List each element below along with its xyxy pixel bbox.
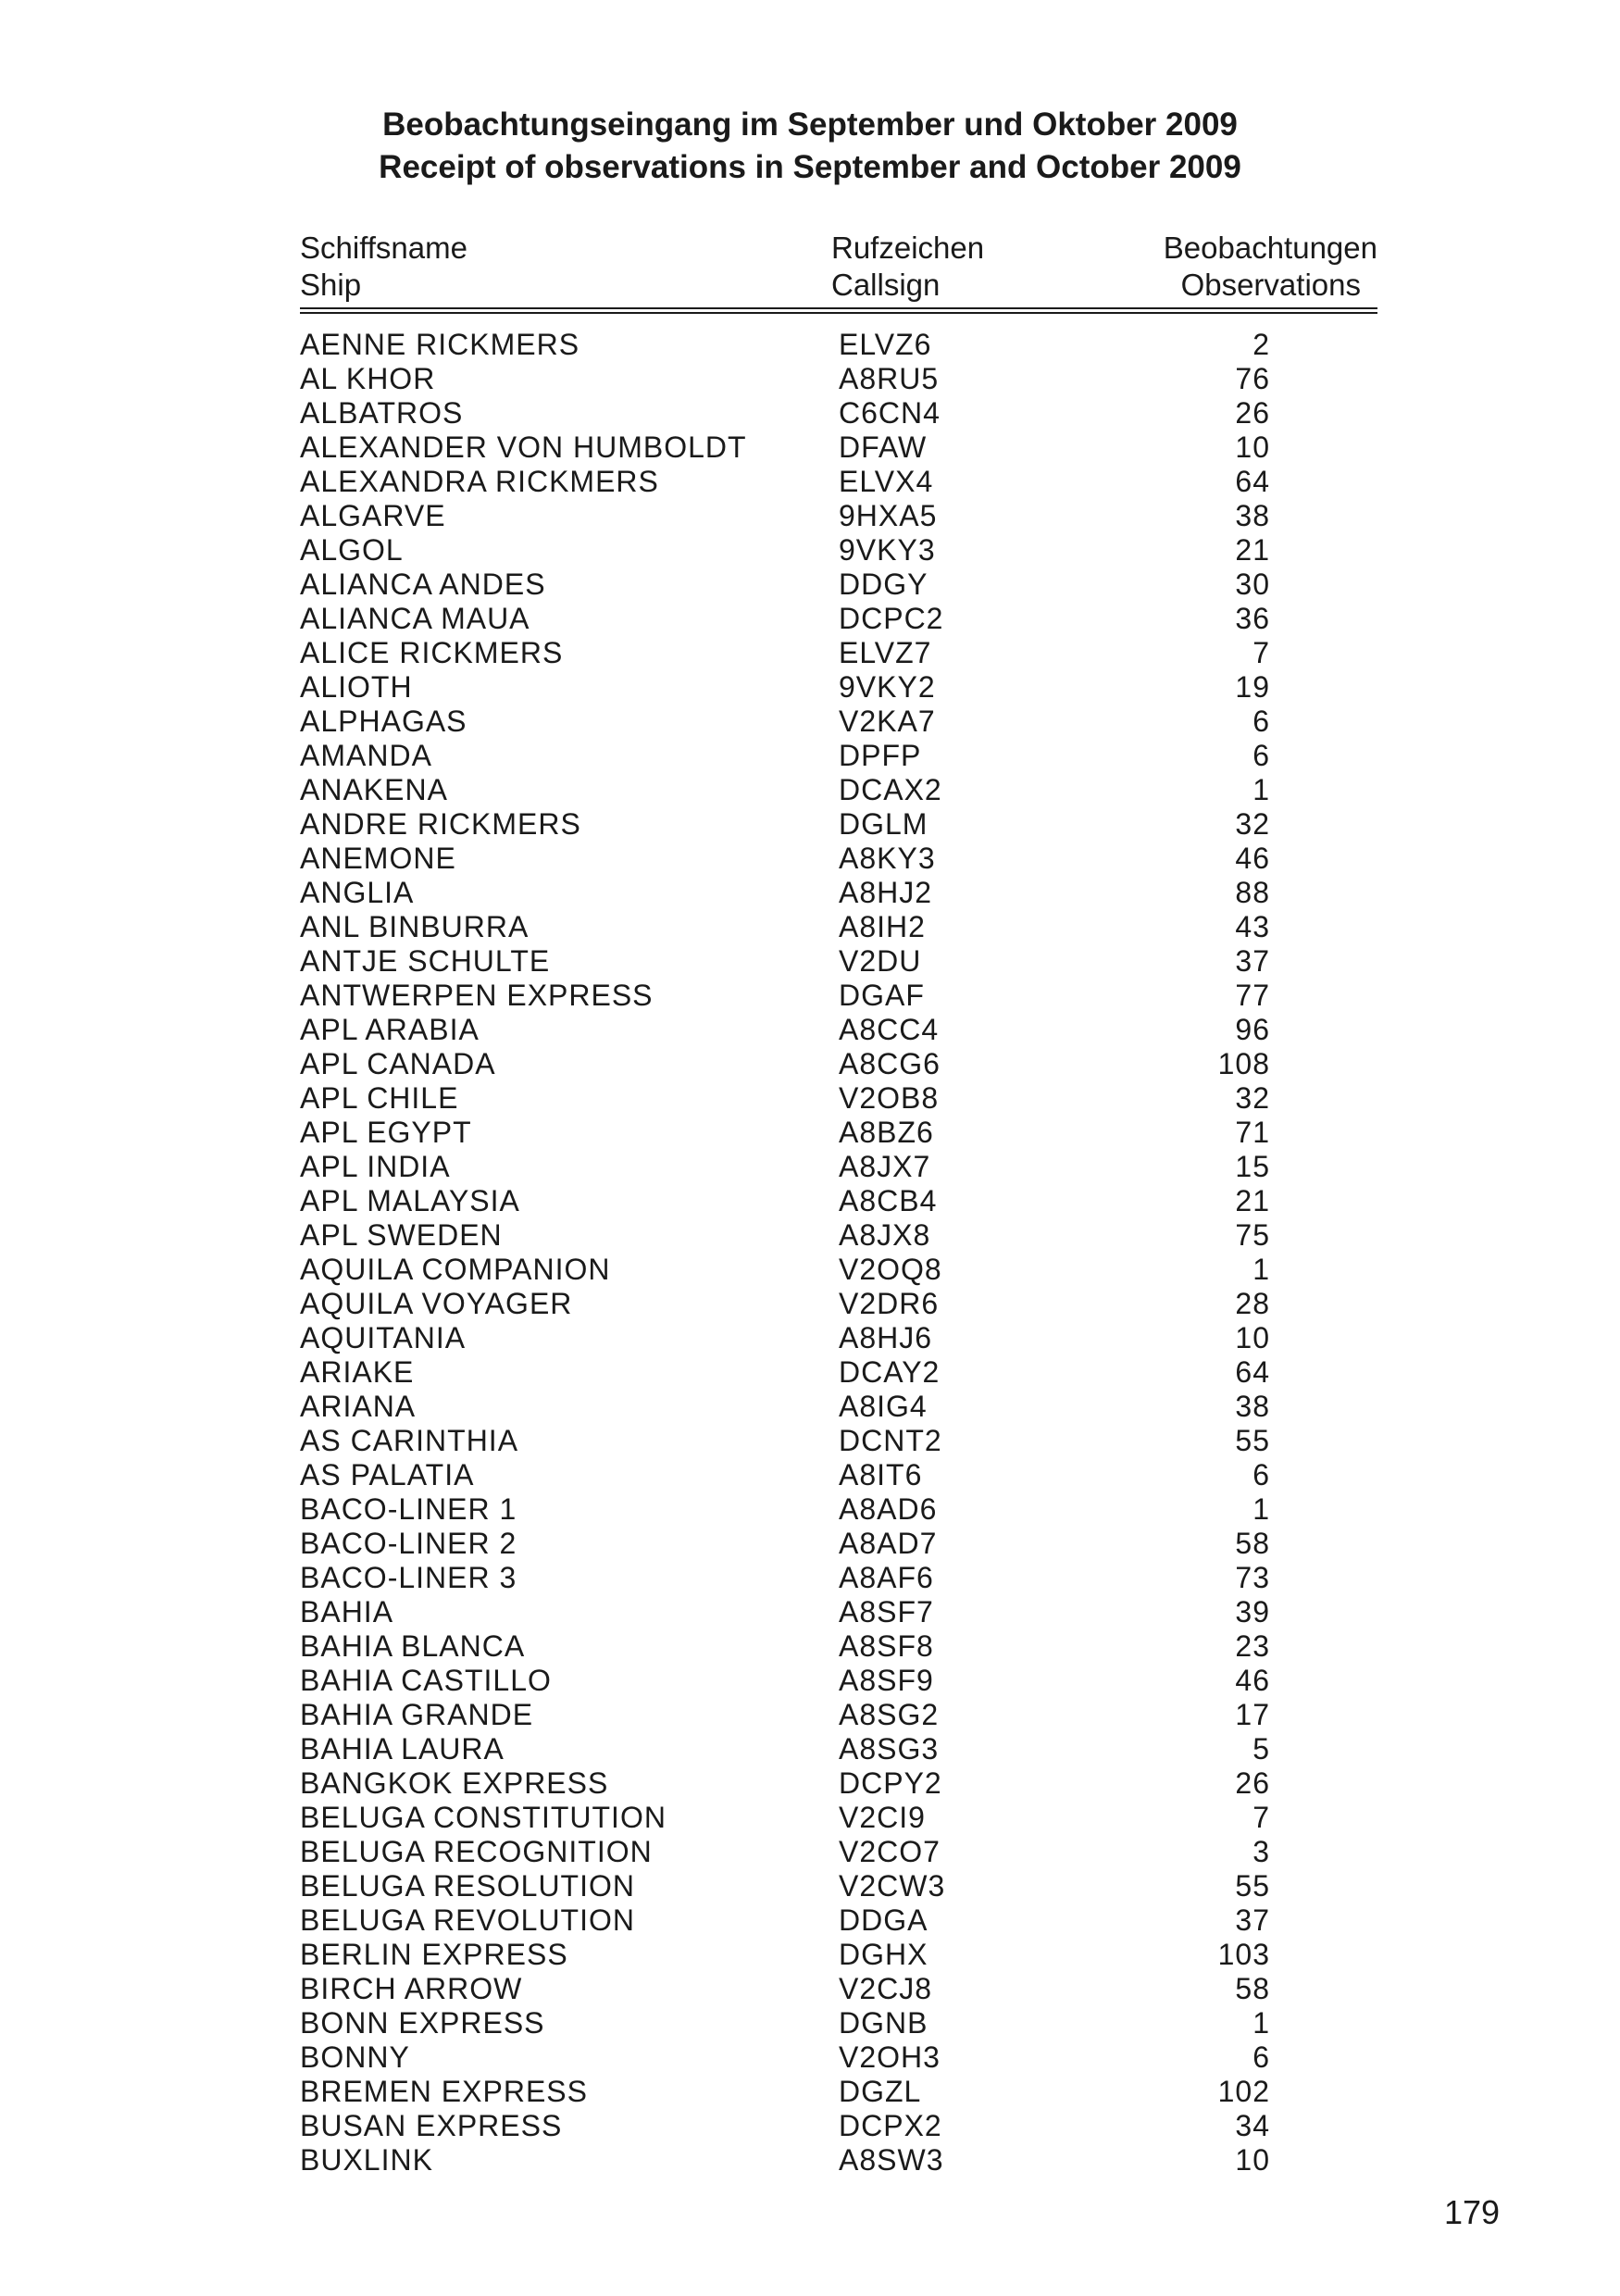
observation-count: 19 [1235, 670, 1270, 704]
callsign: A8BZ6 [839, 1116, 934, 1149]
ship-name: BUSAN EXPRESS [300, 2109, 563, 2142]
column-header-callsign-de: Rufzeichen [831, 231, 985, 265]
observation-count: 38 [1235, 499, 1270, 532]
callsign: DCAY2 [839, 1355, 941, 1389]
observation-count: 39 [1235, 1595, 1270, 1628]
ship-name: BELUGA RESOLUTION [300, 1869, 635, 1903]
table-row [300, 533, 1377, 568]
ship-name: ALEXANDRA RICKMERS [300, 465, 659, 498]
callsign: DGLM [839, 807, 928, 841]
ship-name: APL ARABIA [300, 1013, 480, 1046]
ship-name: ANAKENA [300, 773, 448, 806]
ship-name: AS PALATIA [300, 1458, 475, 1491]
observation-count: 32 [1235, 1081, 1270, 1115]
observation-count: 43 [1235, 910, 1270, 943]
page-title [0, 104, 1620, 189]
callsign: A8AD7 [839, 1527, 938, 1560]
callsign: A8JX7 [839, 1150, 931, 1183]
table-row [300, 1698, 1377, 1732]
table-row [300, 2143, 1377, 2177]
callsign: V2CI9 [839, 1801, 926, 1834]
ship-name: ANL BINBURRA [300, 910, 530, 943]
table-header [300, 230, 1377, 304]
table-row [300, 396, 1377, 430]
ship-name: APL SWEDEN [300, 1218, 503, 1252]
observation-count: 103 [1217, 1938, 1270, 1971]
callsign: A8SF7 [839, 1595, 934, 1628]
ship-name: BAHIA GRANDE [300, 1698, 534, 1731]
ship-name: ANGLIA [300, 876, 415, 909]
observation-count: 34 [1235, 2109, 1270, 2142]
ship-name: APL CHILE [300, 1081, 459, 1115]
column-header-callsign-en: Callsign [831, 268, 941, 302]
ship-name: BERLIN EXPRESS [300, 1938, 568, 1971]
ship-name: BAHIA BLANCA [300, 1629, 526, 1663]
ship-name: AQUILA VOYAGER [300, 1287, 573, 1320]
callsign: A8SW3 [839, 2143, 944, 2177]
observation-count: 102 [1217, 2075, 1270, 2108]
callsign: DGAF [839, 979, 925, 1012]
observation-count: 1 [1252, 773, 1270, 806]
callsign: V2OH3 [839, 2040, 941, 2074]
ship-name: BELUGA CONSTITUTION [300, 1801, 667, 1834]
table-row [300, 1424, 1377, 1458]
observation-count: 10 [1235, 2143, 1270, 2177]
callsign: A8AD6 [839, 1492, 938, 1526]
table-row [300, 568, 1377, 602]
ship-name: AS CARINTHIA [300, 1424, 519, 1457]
ship-name: BAHIA [300, 1595, 394, 1628]
ship-name: BELUGA RECOGNITION [300, 1835, 653, 1868]
ship-name: BONNY [300, 2040, 410, 2074]
callsign: A8SG3 [839, 1732, 940, 1766]
table-row [300, 1321, 1377, 1355]
table-row [300, 705, 1377, 739]
ship-name: AMANDA [300, 739, 432, 772]
column-header-ship [300, 230, 467, 304]
observation-count: 6 [1252, 705, 1270, 738]
ship-name: ALIANCA MAUA [300, 602, 530, 635]
observation-count: 10 [1235, 430, 1270, 464]
callsign: ELVZ7 [839, 636, 932, 669]
table-row [300, 636, 1377, 670]
observation-count: 58 [1235, 1972, 1270, 2005]
ship-name: BACO-LINER 2 [300, 1527, 517, 1560]
table-row [300, 1629, 1377, 1664]
callsign: DCNT2 [839, 1424, 942, 1457]
table-row [300, 430, 1377, 465]
table-row [300, 499, 1377, 533]
callsign: C6CN4 [839, 396, 941, 430]
observation-count: 2 [1252, 328, 1270, 361]
observation-count: 6 [1252, 739, 1270, 772]
table-row [300, 602, 1377, 636]
ship-name: BAHIA CASTILLO [300, 1664, 552, 1697]
observation-count: 28 [1235, 1287, 1270, 1320]
callsign: DDGA [839, 1903, 928, 1937]
observation-count: 1 [1252, 2006, 1270, 2040]
table-row [300, 1184, 1377, 1218]
table-body [300, 328, 1377, 2177]
table-row [300, 1732, 1377, 1766]
table-row [300, 1047, 1377, 1081]
table-row [300, 842, 1377, 876]
observation-count: 88 [1235, 876, 1270, 909]
table-row [300, 1903, 1377, 1938]
callsign: V2KA7 [839, 705, 936, 738]
callsign: A8JX8 [839, 1218, 931, 1252]
observation-count: 96 [1235, 1013, 1270, 1046]
observation-count: 6 [1252, 2040, 1270, 2074]
ship-name: ALICE RICKMERS [300, 636, 564, 669]
callsign: V2CO7 [839, 1835, 941, 1868]
observation-count: 26 [1235, 396, 1270, 430]
table-row [300, 1972, 1377, 2006]
callsign: V2CJ8 [839, 1972, 933, 2005]
callsign: 9VKY3 [839, 533, 936, 567]
observation-count: 17 [1235, 1698, 1270, 1731]
table-row [300, 1595, 1377, 1629]
callsign: DCPY2 [839, 1766, 942, 1800]
ship-name: ANEMONE [300, 842, 456, 875]
table-row [300, 2006, 1377, 2040]
observation-count: 55 [1235, 1424, 1270, 1457]
observation-count: 6 [1252, 1458, 1270, 1491]
title-english: Receipt of observations in September and October 2009 [379, 149, 1241, 185]
ship-name: APL INDIA [300, 1150, 451, 1183]
observation-count: 77 [1235, 979, 1270, 1012]
callsign: A8SF9 [839, 1664, 934, 1697]
observation-count: 26 [1235, 1766, 1270, 1800]
callsign: A8SG2 [839, 1698, 940, 1731]
callsign: A8CB4 [839, 1184, 938, 1217]
table-row [300, 465, 1377, 499]
table-row [300, 979, 1377, 1013]
ship-name: ANTJE SCHULTE [300, 944, 551, 978]
ship-name: BANGKOK EXPRESS [300, 1766, 609, 1800]
title-german: Beobachtungseingang im September und Oktober 2009 [382, 106, 1238, 143]
table-row [300, 2075, 1377, 2109]
column-header-ship-en: Ship [300, 268, 362, 302]
observation-count: 10 [1235, 1321, 1270, 1354]
table-row [300, 1355, 1377, 1390]
table-row [300, 1664, 1377, 1698]
column-header-observations-de: Beobachtungen [1163, 231, 1377, 265]
callsign: ELVX4 [839, 465, 934, 498]
table-row [300, 1766, 1377, 1801]
ship-name: ALIOTH [300, 670, 413, 704]
column-header-ship-de: Schiffsname [300, 231, 467, 265]
callsign: V2DR6 [839, 1287, 940, 1320]
ship-name: BONN EXPRESS [300, 2006, 545, 2040]
table-row [300, 1527, 1377, 1561]
observation-count: 1 [1252, 1492, 1270, 1526]
table-row [300, 1869, 1377, 1903]
callsign: A8IT6 [839, 1458, 923, 1491]
observation-count: 21 [1235, 1184, 1270, 1217]
table-row [300, 773, 1377, 807]
observation-count: 1 [1252, 1253, 1270, 1286]
callsign: DCAX2 [839, 773, 942, 806]
table-row [300, 1287, 1377, 1321]
callsign: V2DU [839, 944, 922, 978]
callsign: A8IH2 [839, 910, 926, 943]
observation-count: 7 [1252, 636, 1270, 669]
callsign: A8SF8 [839, 1629, 934, 1663]
callsign: A8RU5 [839, 362, 940, 395]
table-row [300, 1835, 1377, 1869]
table-row [300, 1561, 1377, 1595]
ship-name: ANTWERPEN EXPRESS [300, 979, 654, 1012]
callsign: ELVZ6 [839, 328, 932, 361]
callsign: DGZL [839, 2075, 922, 2108]
callsign: DGHX [839, 1938, 928, 1971]
table-row [300, 1801, 1377, 1835]
table-row [300, 1938, 1377, 1972]
table-row [300, 1458, 1377, 1492]
ship-name: BIRCH ARROW [300, 1972, 523, 2005]
ship-name: ALEXANDER VON HUMBOLDT [300, 430, 747, 464]
table-row [300, 1081, 1377, 1116]
ship-name: AQUILA COMPANION [300, 1253, 611, 1286]
ship-name: BUXLINK [300, 2143, 433, 2177]
observation-count: 71 [1235, 1116, 1270, 1149]
callsign: V2CW3 [839, 1869, 946, 1903]
column-header-observations [1164, 230, 1377, 304]
callsign: DCPX2 [839, 2109, 942, 2142]
ship-name: APL MALAYSIA [300, 1184, 520, 1217]
observation-count: 75 [1235, 1218, 1270, 1252]
callsign: A8HJ6 [839, 1321, 933, 1354]
table-row [300, 2109, 1377, 2143]
callsign: V2OQ8 [839, 1253, 942, 1286]
ship-name: BACO-LINER 1 [300, 1492, 517, 1526]
observation-count: 64 [1235, 1355, 1270, 1389]
observation-count: 37 [1235, 1903, 1270, 1937]
ship-name: ARIANA [300, 1390, 417, 1423]
ship-name: ALBATROS [300, 396, 464, 430]
ship-name: AENNE RICKMERS [300, 328, 580, 361]
callsign: DFAW [839, 430, 928, 464]
observation-count: 30 [1235, 568, 1270, 601]
observation-count: 64 [1235, 465, 1270, 498]
ship-name: BAHIA LAURA [300, 1732, 505, 1766]
callsign: A8KY3 [839, 842, 936, 875]
table-row [300, 1390, 1377, 1424]
callsign: A8IG4 [839, 1390, 928, 1423]
table-row [300, 1116, 1377, 1150]
observation-count: 55 [1235, 1869, 1270, 1903]
column-header-callsign [831, 230, 984, 304]
observation-count: 3 [1252, 1835, 1270, 1868]
ship-name: BELUGA REVOLUTION [300, 1903, 635, 1937]
table-row [300, 944, 1377, 979]
callsign: DPFP [839, 739, 922, 772]
column-header-observations-en: Observations [1180, 268, 1361, 302]
header-rule-bottom [300, 312, 1377, 314]
observation-count: 38 [1235, 1390, 1270, 1423]
observation-count: 7 [1252, 1801, 1270, 1834]
ship-name: ANDRE RICKMERS [300, 807, 581, 841]
callsign: DDGY [839, 568, 928, 601]
ship-name: BACO-LINER 3 [300, 1561, 517, 1594]
observation-count: 36 [1235, 602, 1270, 635]
callsign: A8CG6 [839, 1047, 941, 1080]
table-row [300, 1218, 1377, 1253]
header-rule-top [300, 307, 1377, 309]
ship-name: ALIANCA ANDES [300, 568, 546, 601]
observation-count: 46 [1235, 842, 1270, 875]
table-row [300, 1492, 1377, 1527]
table-row [300, 2040, 1377, 2075]
observation-count: 21 [1235, 533, 1270, 567]
callsign: 9VKY2 [839, 670, 936, 704]
table-row [300, 670, 1377, 705]
table-row [300, 876, 1377, 910]
ship-name: APL CANADA [300, 1047, 496, 1080]
observation-count: 5 [1252, 1732, 1270, 1766]
observation-count: 58 [1235, 1527, 1270, 1560]
ship-name: ALPHAGAS [300, 705, 467, 738]
observation-count: 23 [1235, 1629, 1270, 1663]
table-row [300, 328, 1377, 362]
ship-name: ALGOL [300, 533, 404, 567]
ship-name: AQUITANIA [300, 1321, 467, 1354]
callsign: A8AF6 [839, 1561, 934, 1594]
observation-count: 32 [1235, 807, 1270, 841]
observation-count: 76 [1235, 362, 1270, 395]
ship-name: APL EGYPT [300, 1116, 472, 1149]
table-row [300, 362, 1377, 396]
table-row [300, 807, 1377, 842]
callsign: V2OB8 [839, 1081, 940, 1115]
observation-count: 108 [1217, 1047, 1270, 1080]
callsign: A8HJ2 [839, 876, 933, 909]
table-row [300, 1253, 1377, 1287]
observation-count: 46 [1235, 1664, 1270, 1697]
ship-name: BREMEN EXPRESS [300, 2075, 588, 2108]
callsign: DGNB [839, 2006, 928, 2040]
ship-name: ALGARVE [300, 499, 446, 532]
page-number: 179 [1444, 2193, 1501, 2231]
table-row [300, 739, 1377, 773]
observation-count: 73 [1235, 1561, 1270, 1594]
ship-name: AL KHOR [300, 362, 436, 395]
callsign: 9HXA5 [839, 499, 938, 532]
callsign: DCPC2 [839, 602, 944, 635]
callsign: A8CC4 [839, 1013, 940, 1046]
table-row [300, 1150, 1377, 1184]
observation-count: 37 [1235, 944, 1270, 978]
ship-name: ARIAKE [300, 1355, 415, 1389]
observation-count: 15 [1235, 1150, 1270, 1183]
table-row [300, 910, 1377, 944]
table-row [300, 1013, 1377, 1047]
